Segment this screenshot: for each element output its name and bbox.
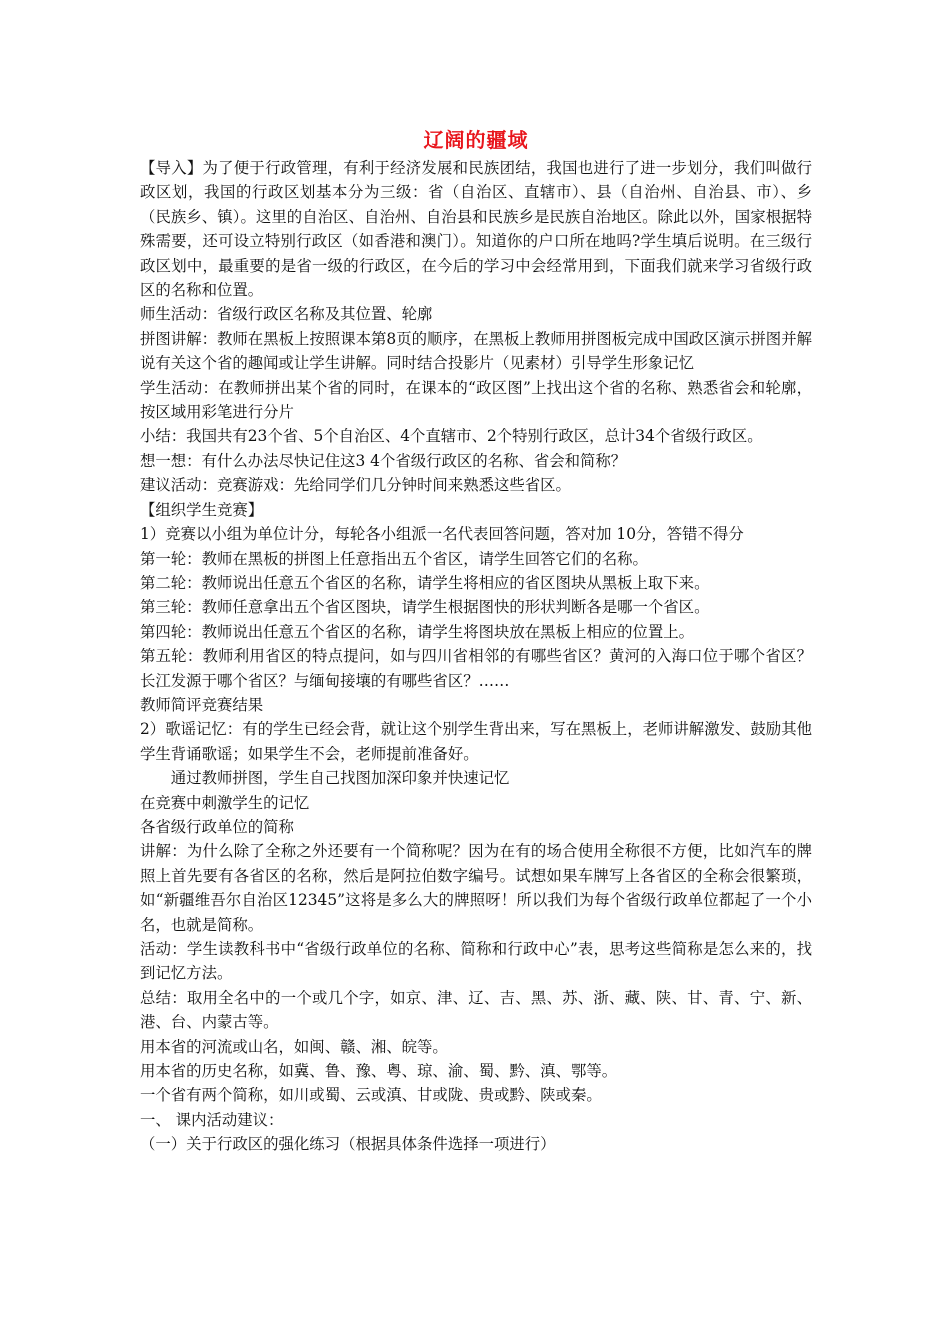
- river-mountain-names: 用本省的河流或山名，如闽、赣、湘、皖等。: [140, 1037, 448, 1056]
- competition-memory-note: 在竞赛中刺激学生的记忆: [140, 793, 310, 812]
- round-four: 第四轮：教师说出任意五个省区的名称，请学生将图块放在黑板上相应的位置上。: [140, 622, 695, 641]
- two-abbreviations: 一个省有两个简称，如川或蜀、云或滇、甘或陇、贵或黔、陕或秦。: [140, 1086, 602, 1105]
- puzzle-memory-note: 通过教师拼图，学生自己找图加深印象并快速记忆: [170, 769, 510, 788]
- round-two: 第二轮：教师说出任意五个省区的名称，请学生将相应的省区图块从黑板上取下来。: [140, 573, 710, 592]
- think-question: 想一想：有什么办法尽快记住这3 4个省级行政区的名称、省会和简称？: [140, 451, 627, 470]
- abbreviation-summary: 总结：取用全名中的一个或几个字，如京、津、辽、吉、黑、苏、浙、藏、陕、甘、青、宁、新、港、台、内蒙古等。: [140, 988, 812, 1032]
- round-three: 第三轮：教师任意拿出五个省区图块，请学生根据图快的形状判断各是哪一个省区。: [140, 598, 710, 617]
- abbreviation-explanation: 讲解：为什么除了全称之外还要有一个简称呢？因为在有的场合使用全称很不方便，比如汽车的牌照上首先要有各省区的名称，然后是阿拉伯数字编号。试想如果车牌写上各省区的全称会很繁琐，如“新疆维吾尔自治区12345”这将是多么大的牌照呀！所以我们为每个省级行政单位都起了一个小名，也就是简称。: [140, 842, 812, 934]
- document-page: [140, 128, 812, 1157]
- round-one: 第一轮：教师在黑板的拼图上任意指出五个省区，请学生回答它们的名称。: [140, 549, 648, 568]
- student-activity: 学生活动：在教师拼出某个省的同时，在课本的“政区图”上找出这个省的名称、熟悉省会和轮廓，按区域用彩笔进行分片: [140, 378, 812, 422]
- activity-teacher-student: 师生活动：省级行政区名称及其位置、轮廓: [140, 305, 433, 324]
- intro-paragraph: 【导入】为了便于行政管理，有利于经济发展和民族团结，我国也进行了进一步划分，我们叫做行政区划，我国的行政区划基本分为三级：省（自治区、直辖市）、县（自治州、自治县、市）、乡（民族乡、镇）。这里的自治区、自治州、自治县和民族乡是民族自治地区。除此以外，国家根据特殊需要，还可设立特别行政区（如香港和澳门）。知道你的户口所在地吗?学生填后说明。在三级行政区划中，最重要的是省一级的行政区，在今后的学习中会经常用到，下面我们就来学习省级行政区的名称和位置。: [140, 159, 812, 300]
- suggested-activity: 建议活动：竞赛游戏：先给同学们几分钟时间来熟悉这些省区。: [140, 476, 571, 495]
- summary-paragraph: 小结：我国共有23个省、5个自治区、4个直辖市、2个特别行政区，总计34个省级行政区。: [140, 427, 763, 446]
- competition-rule: 1）竞赛以小组为单位计分，每轮各小组派一名代表回答问题，答对加 10分，答错不得分: [140, 525, 744, 544]
- historical-names: 用本省的历史名称，如冀、鲁、豫、粤、琼、渝、蜀、黔、滇、鄂等。: [140, 1062, 618, 1081]
- abbreviation-heading: 各省级行政单位的简称: [140, 817, 294, 836]
- teacher-review: 教师简评竞赛结果: [140, 695, 264, 714]
- puzzle-explanation: 拼图讲解：教师在黑板上按照课本第8页的顺序，在黑板上教师用拼图板完成中国政区演示拼图并解说有关这个省的趣闻或让学生讲解。同时结合投影片（见素材）引导学生形象记忆: [140, 329, 812, 373]
- abbreviation-activity: 活动：学生读教科书中“省级行政单位的名称、简称和行政中心”表，思考这些简称是怎么来的，找到记忆方法。: [140, 940, 812, 983]
- document-title: 辽阔的疆域: [423, 128, 529, 152]
- competition-heading: 【组织学生竞赛】: [140, 500, 264, 519]
- practice-heading: （一）关于行政区的强化练习（根据具体条件选择一项进行）: [140, 1135, 556, 1154]
- round-five: 第五轮：教师利用省区的特点提问，如与四川省相邻的有哪些省区？黄河的入海口位于哪个省区？长江发源于哪个省区？与缅甸接壤的有哪些省区？……: [140, 647, 812, 690]
- rhyme-memory: 2）歌谣记忆：有的学生已经会背，就让这个别学生背出来，写在黑板上，老师讲解激发、鼓励其他学生背诵歌谣；如果学生不会，老师提前准备好。: [140, 720, 812, 763]
- class-activity-heading: 一、 课内活动建议：: [140, 1110, 284, 1129]
